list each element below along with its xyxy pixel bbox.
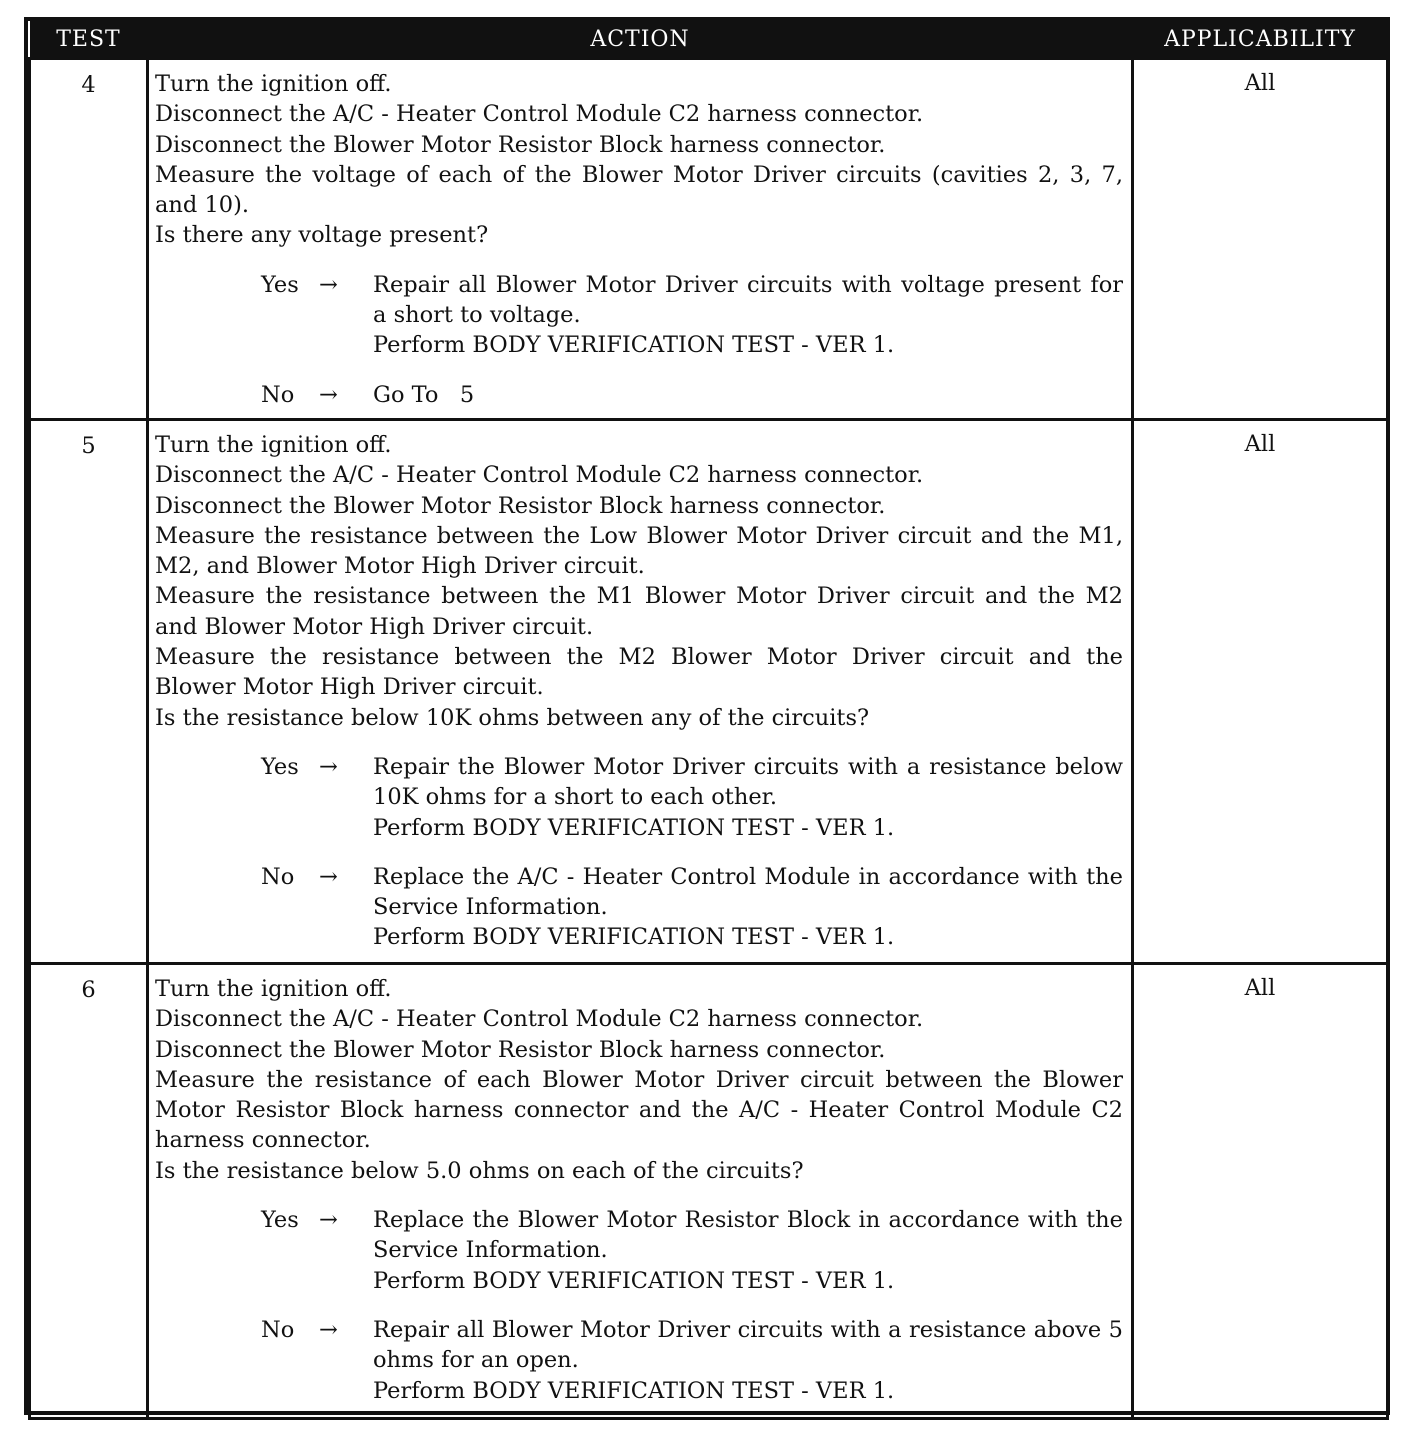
header-test: TEST (30, 21, 148, 59)
step-list (155, 69, 1123, 251)
step-text: Disconnect the Blower Motor Resistor Block harness connector. (155, 1036, 886, 1063)
step-text: Disconnect the A/C - Heater Control Module C2 harness connector. (155, 462, 924, 489)
result-text: Replace the Blower Motor Resistor Block in accordance with the Service Information. (373, 1207, 1123, 1264)
right-arrow-icon: → (319, 381, 338, 408)
test-row-4 (30, 59, 1388, 420)
outcome-result (373, 862, 1123, 953)
step-text: Turn the ignition off. (155, 976, 392, 1002)
answer-label: No (261, 381, 295, 408)
test-number: 6 (30, 964, 148, 1419)
test-row-5 (30, 420, 1388, 964)
outcome-yes (261, 270, 1123, 361)
step-text: Measure the resistance between the M1 Blower Motor Driver circuit and the M2 and Blower Motor High Driver circuit. (155, 583, 1123, 640)
outcome-no (261, 380, 1123, 410)
step-text: Turn the ignition off. (155, 71, 392, 97)
result-text: Repair the Blower Motor Driver circuits with a resistance below 10K ohms for a short to each other. (373, 753, 1123, 811)
step-text: Disconnect the Blower Motor Resistor Block harness connector. (155, 492, 886, 519)
applicability-value: All (1133, 420, 1388, 964)
right-arrow-icon: → (319, 1207, 338, 1234)
step-text: Turn the ignition off. (155, 432, 392, 458)
outcome-no (261, 862, 1123, 953)
test-number: 4 (30, 59, 148, 420)
question-text: Is there any voltage present? (155, 222, 489, 249)
outcome-no (261, 1315, 1123, 1406)
action-cell (148, 964, 1133, 1419)
action-cell (148, 59, 1133, 420)
verification-text: Perform BODY VERIFICATION TEST - VER 1. (373, 332, 895, 359)
step-list (155, 974, 1123, 1186)
result-text: Replace the A/C - Heater Control Module in accordance with the Service Information. (373, 863, 1123, 921)
step-text: Measure the resistance between the M2 Blower Motor Driver circuit and the Blower Motor High Driver circuit. (155, 644, 1123, 701)
diagnostic-test-table (28, 21, 1389, 1420)
diagnostic-procedure-sheet (24, 17, 1390, 1415)
answer-label: Yes (261, 271, 299, 298)
header-action: ACTION (148, 21, 1133, 59)
answer-label: Yes (261, 753, 299, 780)
right-arrow-icon: → (319, 863, 338, 890)
step-text: Measure the voltage of each of the Blower Motor Driver circuits (cavities 2, 3, 7, and 10). (155, 161, 1123, 219)
header-applicability: APPLICABILITY (1133, 21, 1388, 59)
step-text: Disconnect the A/C - Heater Control Module C2 harness connector. (155, 101, 924, 128)
verification-text: Perform BODY VERIFICATION TEST - VER 1. (373, 924, 895, 951)
table-header (30, 21, 1388, 59)
outcome-result (373, 380, 1123, 410)
step-text: Disconnect the Blower Motor Resistor Block harness connector. (155, 131, 886, 158)
verification-text: Perform BODY VERIFICATION TEST - VER 1. (373, 1267, 895, 1294)
step-text: Measure the resistance between the Low Blower Motor Driver circuit and the M1, M2, and Blower Motor High Driver circuit. (155, 522, 1123, 580)
outcome-result (373, 1205, 1123, 1296)
question-text: Is the resistance below 10K ohms between any of the circuits? (155, 704, 870, 731)
answer-label: No (261, 863, 295, 890)
result-text: Repair all Blower Motor Driver circuits with a resistance above 5 ohms for an open. (373, 1316, 1123, 1374)
step-text: Measure the resistance of each Blower Motor Driver circuit between the Blower Motor Resistor Block harness connector and the A/C - Heater Control Module C2 harness connector. (155, 1066, 1123, 1154)
answer-label: No (261, 1316, 295, 1343)
test-row-6 (30, 964, 1388, 1419)
answer-label: Yes (261, 1207, 299, 1234)
test-number: 5 (30, 420, 148, 964)
right-arrow-icon: → (319, 1316, 338, 1343)
applicability-value: All (1133, 59, 1388, 420)
outcome-result (373, 270, 1123, 361)
question-text: Is the resistance below 5.0 ohms on each of the circuits? (155, 1157, 804, 1184)
step-list (155, 430, 1123, 733)
goto-text: Go To 5 (373, 381, 475, 408)
right-arrow-icon: → (319, 271, 338, 298)
action-cell (148, 420, 1133, 964)
verification-text: Perform BODY VERIFICATION TEST - VER 1. (373, 814, 895, 841)
outcome-yes (261, 752, 1123, 843)
outcome-result (373, 1315, 1123, 1406)
header-row (30, 21, 1388, 59)
table-body (30, 59, 1388, 1419)
right-arrow-icon: → (319, 753, 338, 780)
outcome-yes (261, 1205, 1123, 1296)
outcome-result (373, 752, 1123, 843)
applicability-value: All (1133, 964, 1388, 1419)
result-text: Repair all Blower Motor Driver circuits with voltage present for a short to voltage. (373, 271, 1123, 329)
verification-text: Perform BODY VERIFICATION TEST - VER 1. (373, 1377, 895, 1404)
step-text: Disconnect the A/C - Heater Control Module C2 harness connector. (155, 1006, 924, 1033)
